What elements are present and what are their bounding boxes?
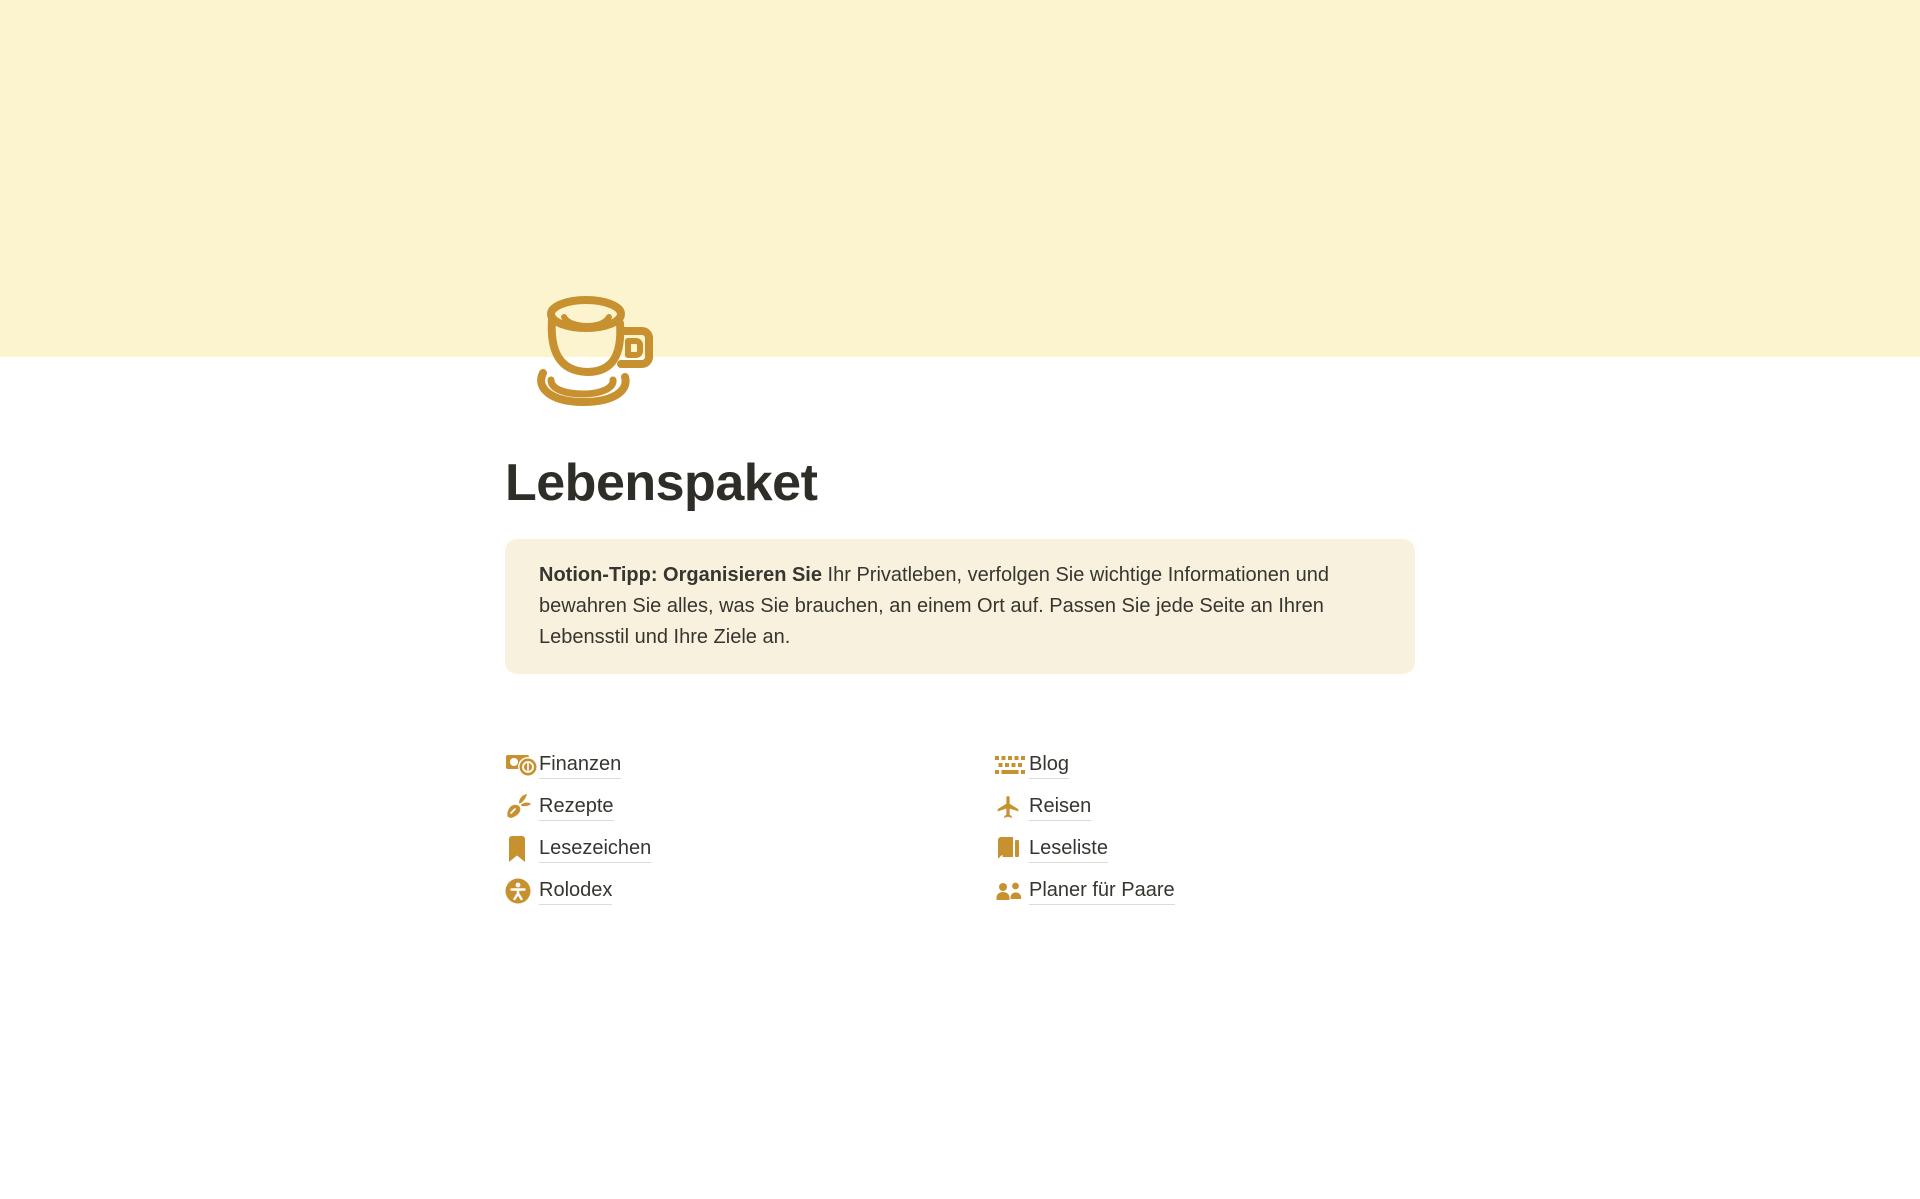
link-reisen[interactable] <box>995 786 1415 828</box>
page-title: Lebenspaket <box>505 454 818 512</box>
callout <box>505 539 1415 674</box>
coffee-cup-icon <box>521 281 667 409</box>
page-cover <box>0 0 1920 357</box>
links-column-left <box>505 744 925 912</box>
carrot-icon <box>505 793 539 821</box>
callout-bold-text: Notion-Tipp: Organisieren Sie <box>539 563 822 586</box>
link-label: Planer für Paare <box>1029 877 1175 905</box>
money-icon <box>505 751 539 779</box>
link-label: Rolodex <box>539 877 612 905</box>
link-finanzen[interactable] <box>505 744 925 786</box>
book-icon <box>995 835 1029 863</box>
callout-text: Ihr Privatleben, verfolgen Sie wichtige Informationen und bewahren Sie alles, was Sie brauchen, an einem Ort auf. Passen Sie jede Seite an Ihren Lebensstil und Ihre Ziele an. <box>539 563 1329 648</box>
link-label: Reisen <box>1029 793 1091 821</box>
link-lesezeichen[interactable] <box>505 828 925 870</box>
airplane-icon <box>995 793 1029 821</box>
link-rolodex[interactable] <box>505 870 925 912</box>
link-label: Leseliste <box>1029 835 1108 863</box>
keyboard-icon <box>995 751 1029 779</box>
bookmark-icon <box>505 835 539 863</box>
link-label: Lesezeichen <box>539 835 651 863</box>
links-column-right <box>995 744 1415 912</box>
people-icon <box>995 877 1029 905</box>
link-rezepte[interactable] <box>505 786 925 828</box>
link-label: Finanzen <box>539 751 621 779</box>
page-icon[interactable] <box>521 281 667 409</box>
accessibility-icon <box>505 877 539 905</box>
link-blog[interactable] <box>995 744 1415 786</box>
link-planer-fuer-paare[interactable] <box>995 870 1415 912</box>
link-label: Rezepte <box>539 793 614 821</box>
link-leseliste[interactable] <box>995 828 1415 870</box>
page-content <box>505 357 1415 912</box>
link-label: Blog <box>1029 751 1069 779</box>
links-section <box>505 744 1415 912</box>
